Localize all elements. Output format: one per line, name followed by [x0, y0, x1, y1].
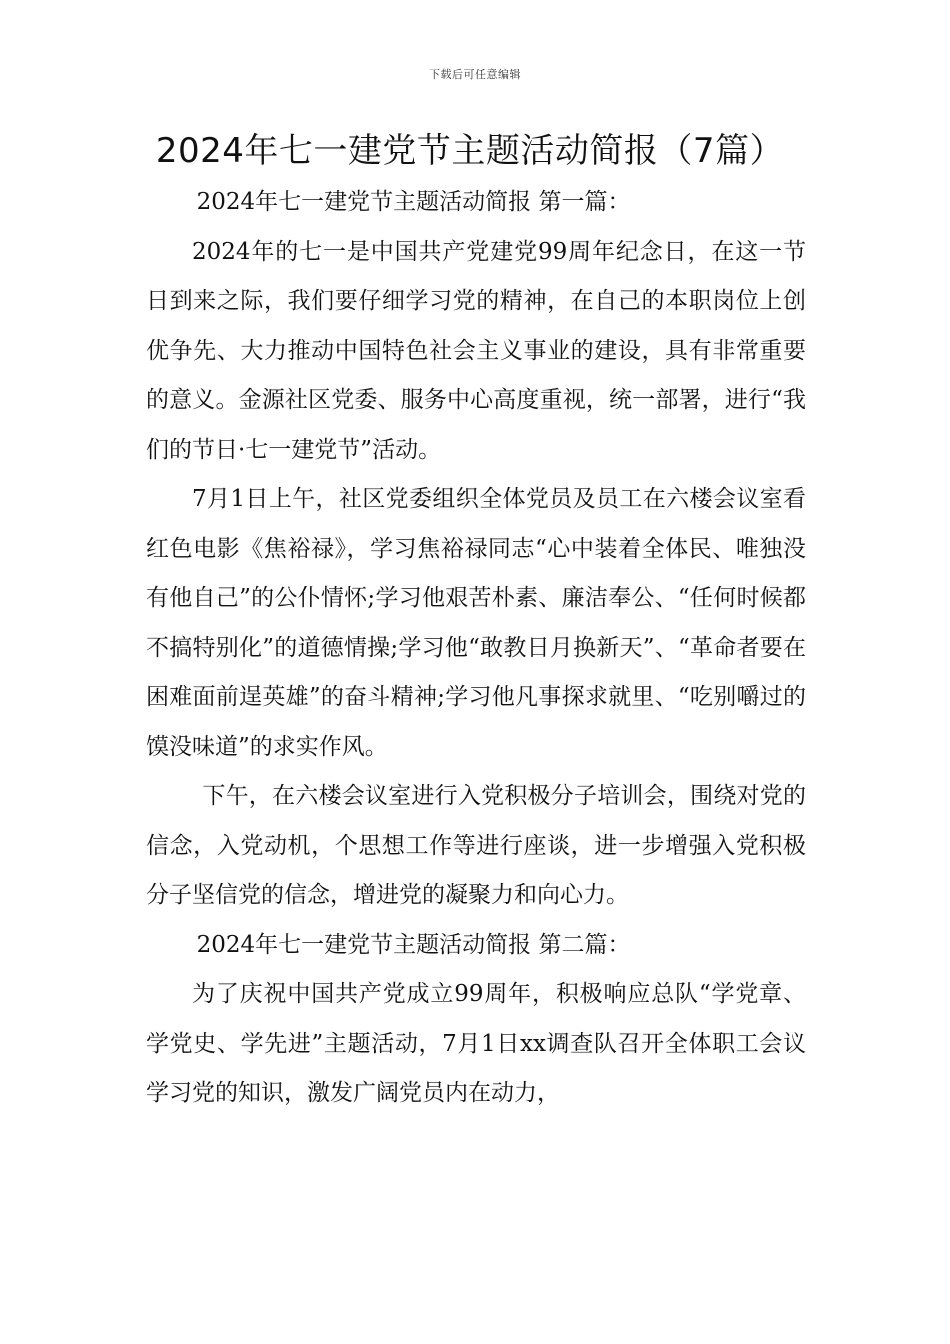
body-paragraph-4: 为了庆祝中国共产党成立99周年，积极响应总队“学党章、学党史、学先进”主题活动，7月1日xx调查队召开全体职工会议学习党的知识，激发广阔党员内在动力，	[146, 981, 806, 1106]
body-paragraph-3: 下午，在六楼会议室进行入党积极分子培训会，围绕对党的信念，入党动机，个思想工作等进行座谈，进一步增强入党积极分子坚信党的信念，增进党的凝聚力和向心力。	[146, 783, 806, 908]
body-paragraph-2: 7月1日上午，社区党委组织全体党员及员工在六楼会议室看红色电影《焦裕禄》，学习焦裕禄同志“心中装着全体民、唯独没有他自己”的公仆情怀;学习他艰苦朴素、廉洁奉公、“任何时候都不搞特别化”的道德情操;学习他“敢教日月换新天”、“革命者要在困难面前逞英雄”的奋斗精神;学习他凡事探求就里、“吃别嚼过的馍没味道”的求实作风。	[146, 486, 806, 760]
body-paragraph-1: 2024年的七一是中国共产党建党99周年纪念日，在这一节日到来之际，我们要仔细学习党的精神，在自己的本职岗位上创优争先、大力推动中国特色社会主义事业的建设，具有非常重要的意义。金源社区党委、服务中心高度重视，统一部署，进行“我们的节日·七一建党节”活动。	[146, 238, 806, 463]
document-title: 2024年七一建党节主题活动简报（7篇）	[155, 131, 785, 171]
section-heading-2: 2024年七一建党节主题活动简报 第二篇：	[196, 931, 631, 958]
page-header-note: 下载后可任意编辑	[429, 68, 521, 81]
section-heading-1: 2024年七一建党节主题活动简报 第一篇：	[196, 189, 631, 215]
document-body	[146, 178, 806, 1119]
